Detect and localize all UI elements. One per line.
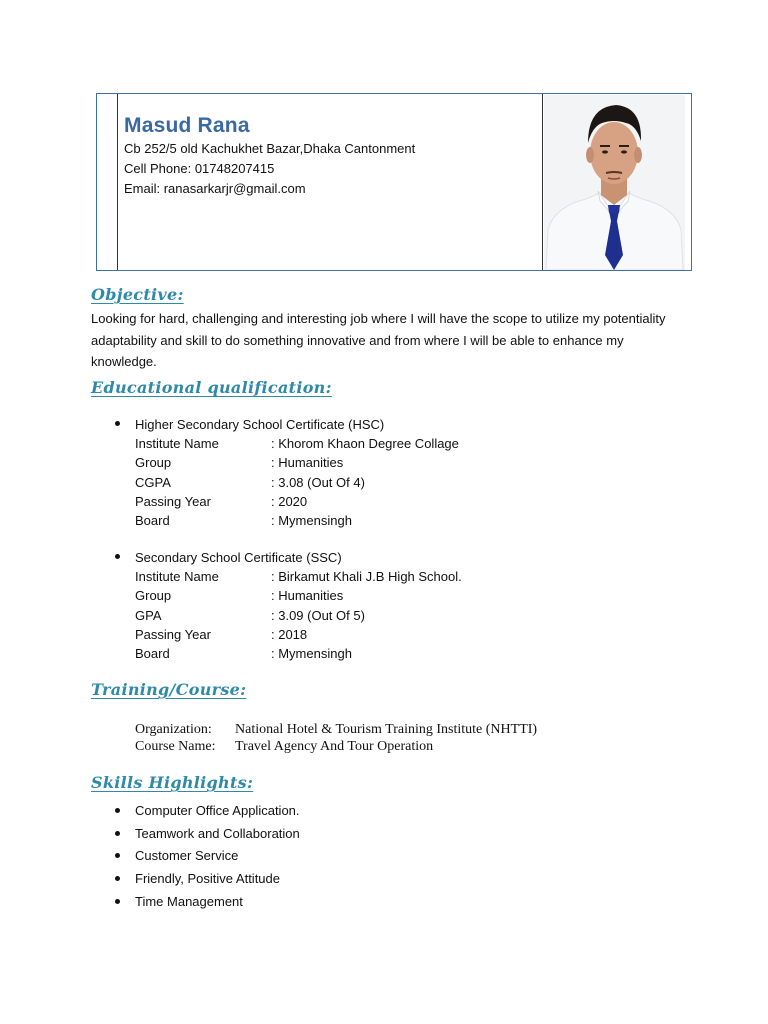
skill-label: Customer Service [135, 848, 239, 864]
education-row [135, 644, 462, 663]
organization-value: National Hotel & Tourism Training Institute (NHTTI) [235, 722, 538, 737]
profile-photo-illustration [544, 95, 685, 270]
bullet-icon [115, 899, 120, 904]
education-row [135, 567, 462, 586]
education-list-ssc [115, 548, 462, 663]
organization-label: Organization: [135, 722, 212, 737]
objective-heading: Objective: [91, 285, 184, 304]
row-key: Passing Year [135, 493, 211, 509]
row-value: : Humanities [271, 588, 344, 604]
header-photo-divider [542, 94, 543, 270]
education-row [135, 606, 462, 625]
bullet-icon [115, 421, 120, 426]
skill-item [115, 845, 300, 868]
training-heading: Training/Course: [91, 680, 247, 699]
row-value: : Mymensingh [271, 512, 352, 528]
training-organization-row [135, 721, 537, 738]
training-course-row [135, 738, 537, 755]
education-title: Higher Secondary School Certificate (HSC) [135, 417, 385, 432]
education-row [135, 453, 459, 472]
skill-item [115, 800, 300, 823]
row-value: : 2020 [271, 493, 308, 509]
row-value: : Birkamut Khali J.B High School. [271, 569, 462, 585]
header-left-strip [97, 94, 118, 270]
row-value: : 3.09 (Out Of 5) [271, 607, 365, 623]
row-value: : Humanities [271, 455, 344, 471]
row-key: Passing Year [135, 626, 211, 642]
row-value: : Mymensingh [271, 645, 352, 661]
education-row [135, 511, 459, 530]
training-block [135, 721, 537, 755]
skill-label: Time Management [135, 893, 243, 909]
skills-list [115, 800, 300, 913]
education-heading: Educational qualification: [91, 378, 332, 397]
profile-photo [544, 95, 685, 270]
bullet-icon [115, 876, 120, 881]
skill-label: Friendly, Positive Attitude [135, 871, 280, 887]
education-row [135, 473, 459, 492]
row-key: Group [135, 588, 172, 604]
row-key: CGPA [135, 474, 171, 490]
education-entry-ssc [115, 548, 462, 663]
education-row [135, 492, 459, 511]
row-value: : 3.08 (Out Of 4) [271, 474, 365, 490]
education-row [135, 434, 459, 453]
education-title: Secondary School Certificate (SSC) [135, 550, 342, 565]
education-entry-hsc [115, 415, 459, 530]
row-value: : 2018 [271, 626, 308, 642]
email-line: Email: ranasarkarjr@gmail.com [124, 181, 306, 196]
education-row [135, 586, 462, 605]
bullet-icon [115, 554, 120, 559]
skill-item [115, 823, 300, 846]
address-line: Cb 252/5 old Kachukhet Bazar,Dhaka Cantonment [124, 141, 416, 156]
education-row [135, 625, 462, 644]
bullet-icon [115, 853, 120, 858]
candidate-name: Masud Rana [124, 114, 250, 137]
education-list-hsc [115, 415, 459, 530]
row-key: Board [135, 645, 170, 661]
phone-line: Cell Phone: 01748207415 [124, 161, 275, 176]
bullet-icon [115, 831, 120, 836]
row-key: Institute Name [135, 436, 219, 452]
skill-label: Computer Office Application. [135, 803, 300, 818]
skills-heading: Skills Highlights: [91, 773, 254, 792]
row-key: Board [135, 512, 170, 528]
bullet-icon [115, 808, 120, 813]
row-key: Institute Name [135, 569, 219, 585]
row-value: : Khorom Khaon Degree Collage [271, 436, 459, 452]
skill-item [115, 868, 300, 891]
course-label: Course Name: [135, 739, 216, 754]
objective-text: Looking for hard, challenging and interesting job where I will have the scope to utilize my potentiality adaptability and skill to do something innovative and from where I will be able to enhance my knowledge. [91, 311, 666, 369]
row-key: Group [135, 455, 172, 471]
skill-label: Teamwork and Collaboration [135, 825, 300, 841]
row-key: GPA [135, 607, 162, 623]
course-value: Travel Agency And Tour Operation [235, 739, 434, 754]
skill-item [115, 891, 300, 914]
